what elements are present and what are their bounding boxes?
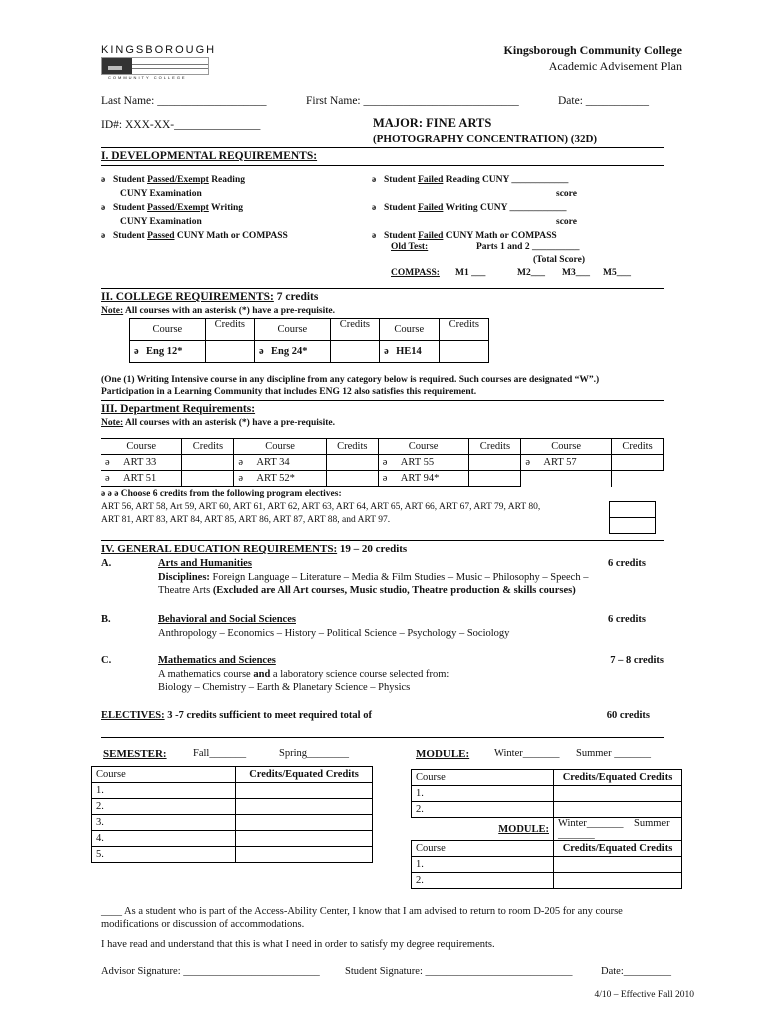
divider [101,737,664,738]
bullet-icon: ə [372,175,377,185]
electives-list-line2: ART 81, ART 83, ART 84, ART 85, ART 86, ART 87, ART 88, and ART 97. [101,515,391,525]
dev-left-item [101,229,288,243]
total-score-label: (Total Score) [533,255,585,265]
college-heading-text: II. COLLEGE REQUIREMENTS: [101,291,274,303]
text: score [556,217,577,227]
dept-heading [101,403,255,415]
col-course: Course [378,439,469,455]
module-winter[interactable]: Winter_______ [558,818,624,829]
major-concentration: (PHOTOGRAPHY CONCENTRATION) (32D) [373,133,598,145]
bullet-icon: ə [382,457,388,468]
table-header-row [101,439,664,455]
module2-terms-cell [554,818,682,841]
credits-cell[interactable] [236,815,373,831]
note-label: Note: [101,418,124,428]
empty-cell [612,471,664,487]
gen-ed-credits: 19 – 20 credits [339,543,408,555]
electives-row [101,710,372,721]
course-cell [101,455,182,471]
table-header-row [92,767,373,783]
course-name: ART 34 [256,457,290,468]
course-slot[interactable]: 1. [412,786,554,802]
module2-label-cell [412,818,554,841]
id-field[interactable]: ID#: XXX-XX-_______________ [101,119,261,131]
course-cell [255,341,331,363]
gen-ed-heading-text: IV. GENERAL EDUCATION REQUIREMENTS: [101,543,338,555]
table-row [101,455,664,471]
dev-heading-text: I. DEVELOPMENTAL REQUIREMENTS: [101,150,318,162]
text: a laboratory science course selected from: [270,669,450,680]
acknowledgement: I have read and understand that this is what I need in order to satisfy my degree requirements. [101,939,495,950]
table-row [610,502,656,518]
math-science-credits: 7 – 8 credits [610,655,664,666]
col-credits: Credits [612,439,664,455]
credits-cell[interactable] [182,471,234,487]
course-slot[interactable]: 2. [412,873,554,889]
credits-cell[interactable] [236,799,373,815]
credits-cell[interactable] [236,847,373,863]
dept-heading-text: III. Department Requirements: [101,403,256,415]
col-credits: Credits/Equated Credits [236,767,373,783]
electives-text: 3 -7 credits sufficient to meet required total of [167,710,372,721]
course-name: ART 33 [123,457,157,468]
col-course: Course [234,439,326,455]
bullet-icon: ə [105,457,110,468]
credits-cell[interactable] [439,341,488,363]
credits-cell[interactable] [554,873,682,889]
table-row [92,799,373,815]
col-course: Course [412,841,554,857]
compass-m1[interactable]: M1 ___ [455,268,486,278]
table-row [92,783,373,799]
table-row [610,518,656,534]
advisor-signature-field[interactable]: Advisor Signature: __________________________ [101,966,320,977]
dev-left-list [101,173,288,243]
college-note [101,306,335,316]
bullet-icon: ə [101,489,106,499]
math-science-line2: Biology – Chemistry – Earth & Planetary Science – Physics [158,682,411,693]
logo-graphic-icon [102,58,208,74]
bullet-icon: ə [101,231,106,241]
compass-m3[interactable]: M3___ [562,268,590,278]
choose-electives [101,489,342,499]
dev-right-item [372,229,577,243]
module-label: MODULE: [416,748,470,760]
course-name: Eng 24* [271,346,308,357]
text: Disciplines: [158,572,210,583]
compass-label: COMPASS: [391,268,440,278]
credits-cell[interactable] [554,786,682,802]
course-cell [234,471,326,487]
text: Passed [147,231,175,241]
course-cell [380,341,439,363]
bullet-icon: ə [134,346,139,357]
text: (Excluded are All Art courses, Music studio, Theatre production & skills courses) [212,585,576,596]
credits-cell[interactable] [205,341,254,363]
course-name: Eng 12* [146,346,183,357]
table-row [412,802,682,818]
text: Student [384,203,419,213]
text: Failed [418,231,444,241]
credits-cell[interactable] [610,502,656,518]
table-header-row [130,319,489,341]
arts-disciplines-line1 [158,572,588,583]
logo-image [101,57,209,75]
section-b-letter: B. [101,614,111,625]
course-slot[interactable]: 2. [412,802,554,818]
electives-list-line1: ART 56, ART 58, Art 59, ART 60, ART 61, ART 62, ART 63, ART 64, ART 65, ART 66, ART 67, ART 79, ART 80, [101,502,541,512]
text: Reading CUNY ____________ [443,175,569,185]
credits-cell[interactable] [236,831,373,847]
college-name: Kingsborough Community College [503,43,682,57]
semester-fall[interactable]: Fall_______ [193,748,247,759]
note-text: All courses with an asterisk (*) have a pre-requisite. [123,306,335,316]
table-row [130,341,489,363]
semester-label: SEMESTER: [103,748,167,760]
col-course: Course [130,319,206,341]
course-name: ART 57 [543,457,577,468]
bullet-icon: ə [384,346,389,357]
bullet-icon: ə [382,473,388,484]
col-credits: Credits [326,439,378,455]
effective-date: 4/10 – Effective Fall 2010 [594,990,694,1000]
course-slot[interactable]: 1. [412,857,554,873]
text: CUNY Math or COMPASS [443,231,557,241]
compass-m5[interactable]: M5___ [603,268,631,278]
module-label: MODULE: [498,823,549,835]
course-name: HE14 [396,346,422,357]
col-credits: Credits [330,319,379,341]
course-cell [378,455,469,471]
signature-date-field[interactable]: Date:_________ [601,966,671,977]
text: CUNY Math or COMPASS [174,231,288,241]
table-row [412,857,682,873]
bullet-icon: ə [238,457,244,468]
dev-left-item [101,201,288,215]
dept-courses-table [101,438,664,487]
dev-heading [101,150,317,162]
college-heading [101,291,318,303]
col-credits: Credits/Equated Credits [554,770,682,786]
credits-cell[interactable] [326,455,378,471]
semester-spring[interactable]: Spring________ [279,748,350,759]
behavioral-credits: 6 credits [607,614,646,625]
module-summer[interactable]: Summer _______ [558,818,670,840]
plan-title: Academic Advisement Plan [548,59,682,73]
dev-right-item [372,201,577,215]
credits-cell[interactable] [554,857,682,873]
access-ability-statement[interactable]: ____ As a student who is part of the Access-Ability Center, I know that I am advised to return to room D-205 for any course [101,906,623,917]
credits-cell[interactable] [610,518,656,534]
divider [101,288,664,289]
math-science-line1 [158,669,449,680]
course-cell [130,341,206,363]
credits-cell[interactable] [469,471,521,487]
old-test-parts[interactable]: Parts 1 and 2 __________ [476,242,580,252]
course-cell [101,471,182,487]
col-credits: Credits [205,319,254,341]
credits-cell[interactable] [554,802,682,818]
last-name-field[interactable]: Last Name: ___________________ [101,95,267,107]
text: score [556,189,577,199]
learning-community-note: Participation in a Learning Community that includes ENG 12 also satisfies this requirement. [101,387,477,397]
text: Foreign Language – Literature – Media & Film Studies – Music – Philosophy – Speech – [209,572,589,583]
text: CUNY Examination [120,189,202,199]
bullet-icon: ə [238,473,244,484]
course-name: ART 55 [400,457,435,468]
col-course: Course [92,767,236,783]
col-credits: Credits/Equated Credits [554,841,682,857]
semester-courses-table [91,766,373,863]
table-row [92,831,373,847]
bullet-icon: ə [259,346,264,357]
text: A mathematics course [158,669,254,680]
col-credits: Credits [182,439,234,455]
logo-subtitle: COMMUNITY COLLEGE [108,75,187,80]
student-signature-field[interactable]: Student Signature: ____________________________ [345,966,573,977]
course-slot[interactable]: 4. [92,831,236,847]
bullet-icon: ə [105,473,110,484]
arts-humanities-credits: 6 credits [607,558,646,569]
table-row [101,471,664,487]
table-header-row [412,841,682,857]
course-cell [378,471,469,487]
col-course: Course [380,319,439,341]
table-row [412,873,682,889]
course-name: ART 51 [123,473,157,484]
old-test-label: Old Test: [391,242,429,252]
choose-text: Choose 6 credits from the following program electives: [120,489,342,499]
course-slot[interactable]: 5. [92,847,236,863]
text: Student [384,231,419,241]
course-slot[interactable]: 2. [92,799,236,815]
electives-label: ELECTIVES: [101,710,165,721]
table-row [412,818,682,841]
dev-right-list [372,173,577,243]
access-ability-statement-cont: modifications or discussion of accommodations. [101,919,305,930]
compass-m2[interactable]: M2___ [517,268,545,278]
credits-cell[interactable] [469,455,521,471]
bullet-icon: ə [372,231,377,241]
dev-right-item [372,173,577,187]
module-courses-table [411,769,682,889]
divider [101,400,664,401]
bullet-icon: ə [101,203,106,213]
bullet-icon: ə [372,203,377,213]
course-name: ART 52* [256,473,295,484]
total-credits: 60 credits [606,710,650,721]
note-label: Note: [101,306,124,316]
behavioral-title: Behavioral and Social Sciences [158,614,296,625]
col-course: Course [412,770,554,786]
text: Writing CUNY ____________ [443,203,567,213]
writing-intensive-note: (One (1) Writing Intensive course in any discipline from any category below is required. Such courses are designated “W”.) [101,375,600,385]
date-field[interactable]: Date: ___________ [558,95,650,107]
course-slot[interactable]: 3. [92,815,236,831]
text: Student [113,175,148,185]
text: Passed/Exempt [147,203,209,213]
arts-humanities-title: Arts and Humanities [158,558,252,569]
col-course: Course [255,319,331,341]
major-title: MAJOR: FINE ARTS [373,116,492,130]
section-a-letter: A. [101,558,112,569]
math-science-title: Mathematics and Sciences [158,655,276,666]
college-credits: 7 credits [276,291,319,303]
bullet-icon: ə [107,489,112,499]
table-row [412,786,682,802]
gen-ed-heading [101,543,407,555]
module-winter[interactable]: Winter_______ [494,748,560,759]
section-c-letter: C. [101,655,112,666]
credits-cell[interactable] [182,455,234,471]
logo-wordmark: KINGSBOROUGH [101,44,217,56]
bullet-icon: ə [101,175,106,185]
first-name-field[interactable]: First Name: ___________________________ [306,95,519,107]
col-course: Course [521,439,612,455]
college-courses-table [129,318,489,363]
credits-cell[interactable] [326,471,378,487]
dev-left-item [101,173,288,187]
text: Failed [418,203,444,213]
divider [101,540,664,541]
course-cell [521,455,612,471]
table-row [92,847,373,863]
text: Passed/Exempt [147,175,209,185]
text: Student [113,231,148,241]
col-course: Course [101,439,182,455]
dept-note [101,418,335,428]
credits-cell[interactable] [236,783,373,799]
empty-cell [521,471,612,487]
electives-credit-boxes [609,501,656,534]
text: Student [384,175,419,185]
arts-disciplines-line2 [158,585,576,596]
col-credits: Credits [439,319,488,341]
bullet-icon: ə [525,457,531,468]
text: Failed [418,175,444,185]
bullet-icon: ə [114,489,119,499]
behavioral-disciplines: Anthropology – Economics – History – Political Science – Psychology – Sociology [158,628,510,639]
text: CUNY Examination [120,217,202,227]
text: Writing [208,203,244,213]
text: Student [113,203,148,213]
table-row [92,815,373,831]
table-header-row [412,770,682,786]
divider [101,165,664,166]
divider [101,147,664,148]
course-name: ART 94* [400,473,440,484]
note-text: All courses with an asterisk (*) have a pre-requisite. [123,418,335,428]
module-summer[interactable]: Summer _______ [576,748,651,759]
text: and [253,669,271,680]
col-credits: Credits [469,439,521,455]
credits-cell[interactable] [330,341,379,363]
credits-cell[interactable] [612,455,664,471]
text: Theatre Arts [158,585,213,596]
course-cell [234,455,326,471]
text: Reading [208,175,245,185]
course-slot[interactable]: 1. [92,783,236,799]
